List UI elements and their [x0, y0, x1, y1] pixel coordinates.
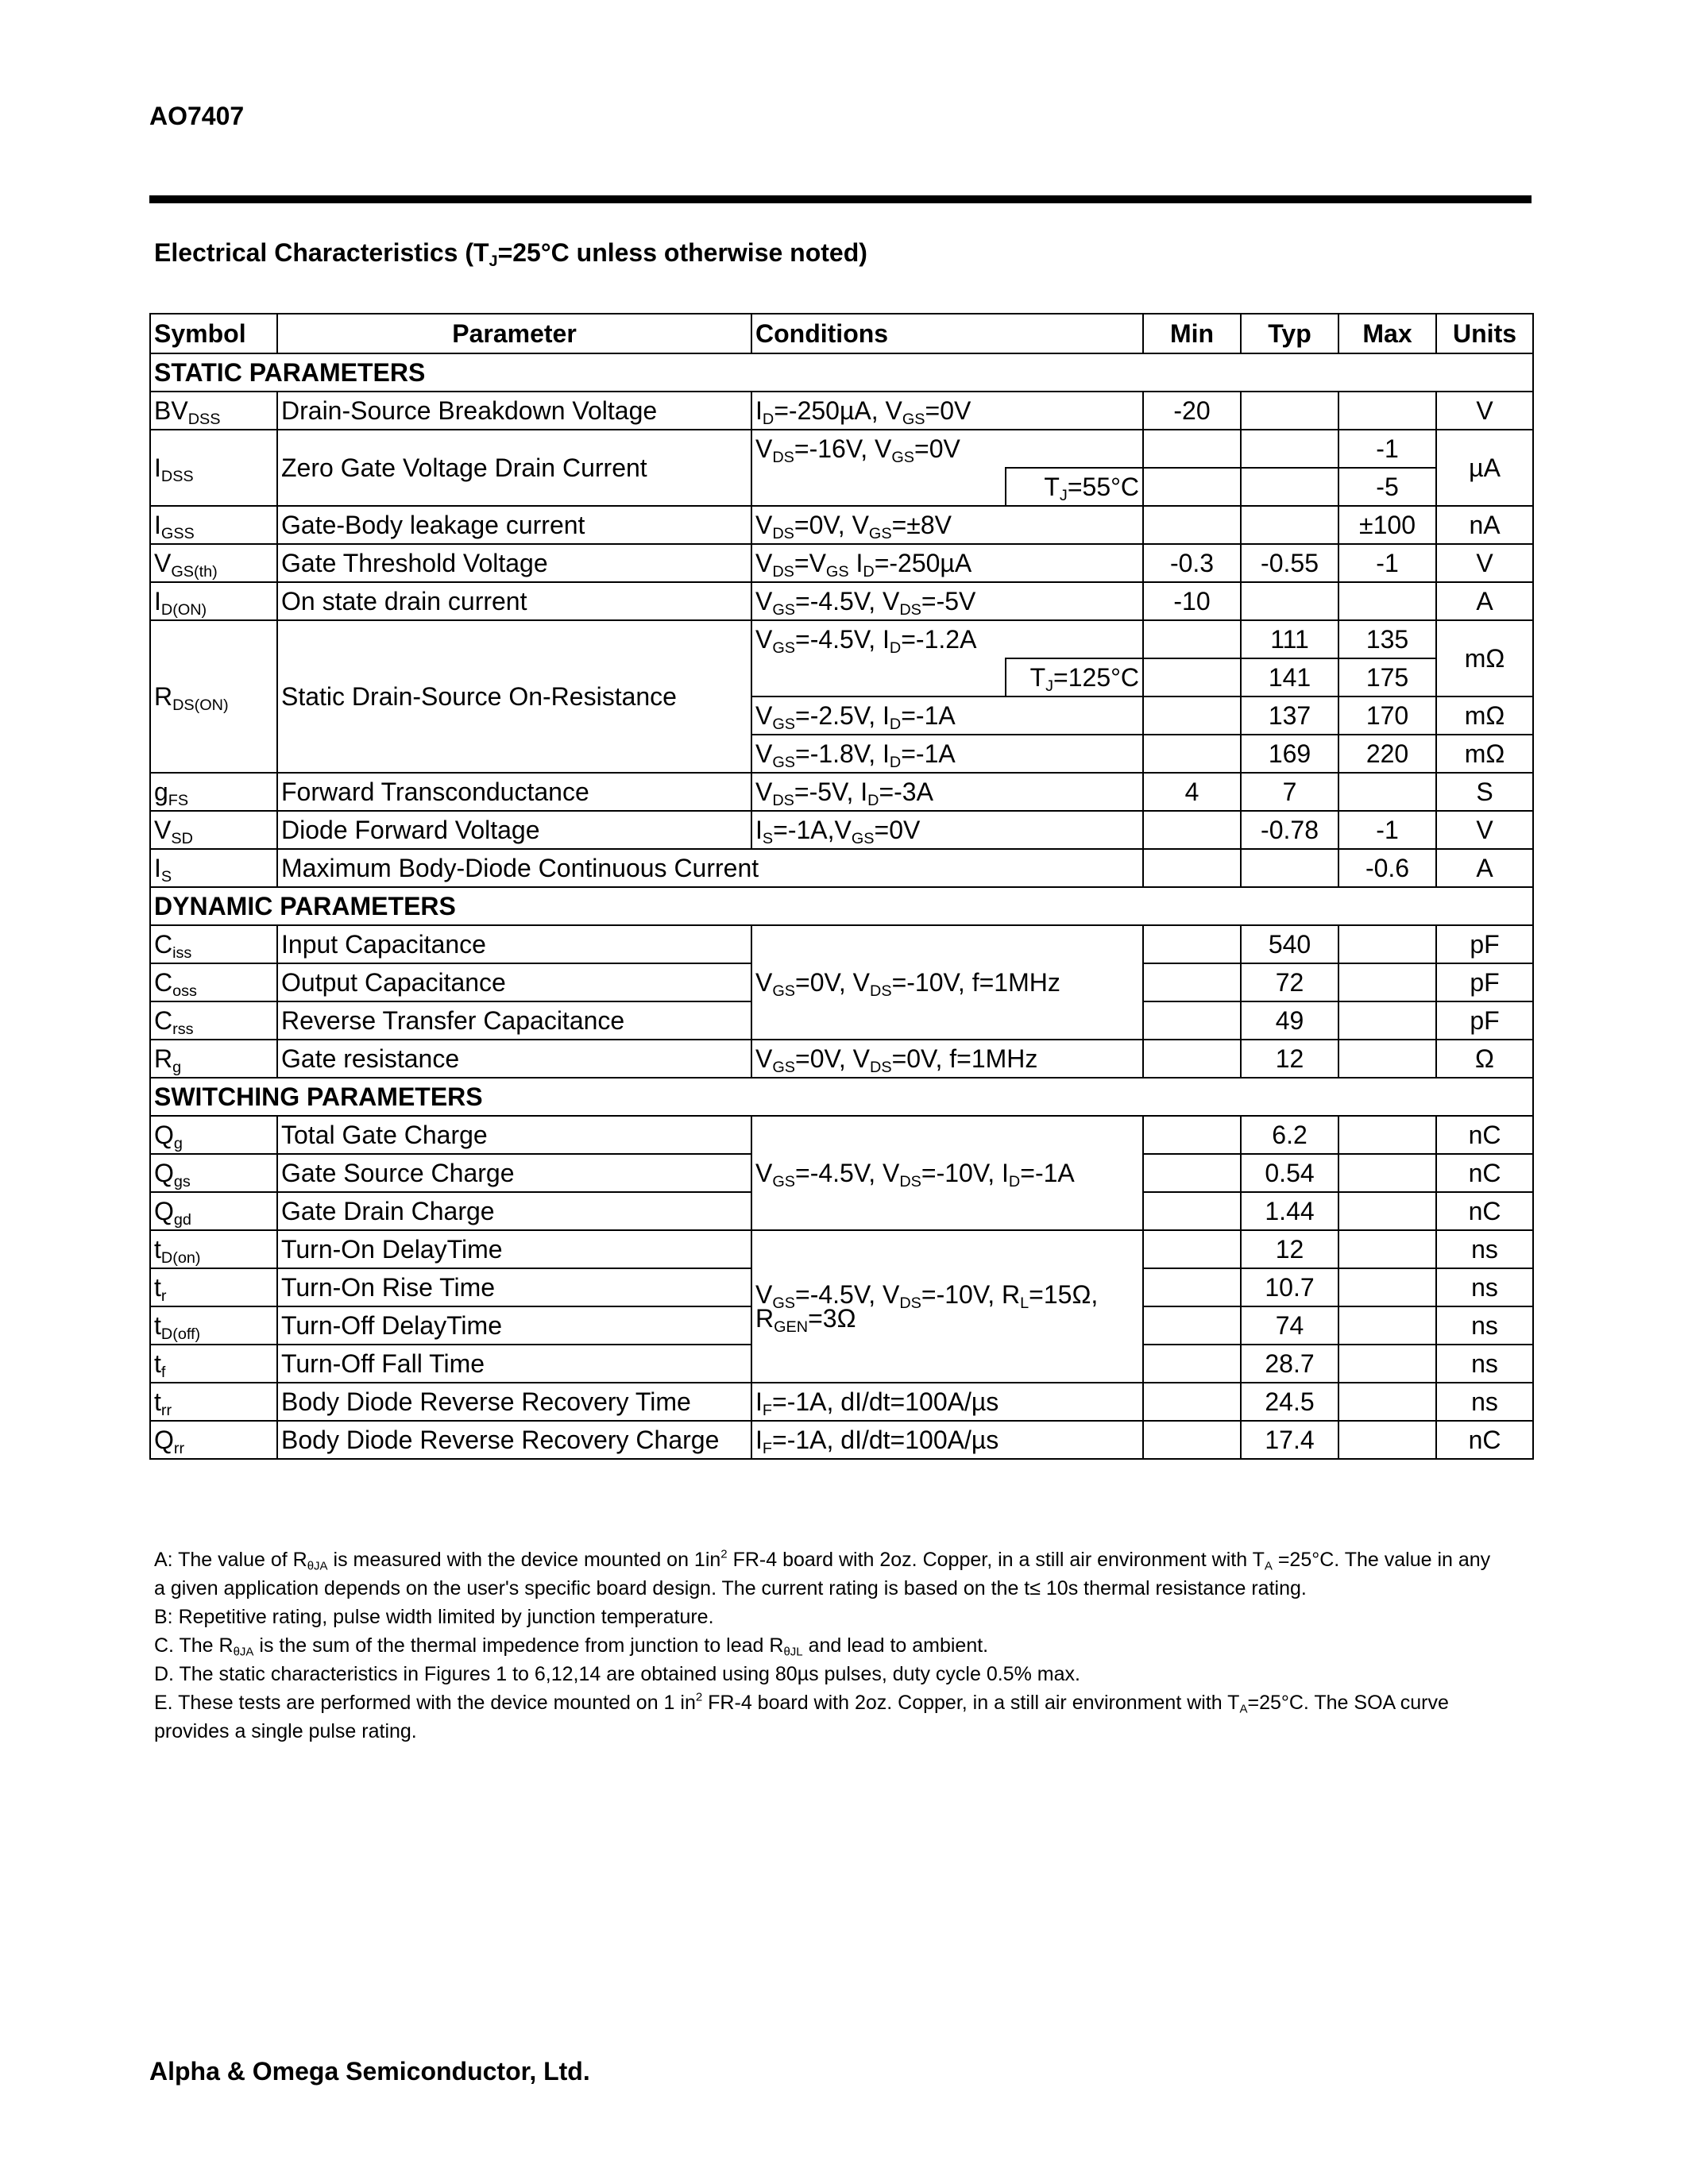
condition-tj-cell: $T_J=125^\circ C$: [1006, 658, 1143, 696]
section-title: Electrical Characteristics ($T_J=25^\circ C$ unless otherwise noted): [154, 238, 867, 270]
conditions-cell: $V_{GS}=-4.5V$, $V_{DS}=-5V$: [751, 582, 1143, 620]
electrical-characteristics-table: [149, 313, 1534, 1460]
parameter-cell: Gate-Body leakage current: [277, 506, 751, 544]
condition-tj-cell: $T_J=55^\circ C$: [1006, 468, 1143, 506]
note-c: C. The $R_{\theta JA}$ is the sum of the thermal impedence from junction to lead $R_{\theta JL}$ and lead to ambient.: [154, 1634, 989, 1659]
conditions-cell: $V_{GS}=-4.5V$, $V_{DS}=-10V$, $R_L=15\Omega$, $R_{GEN}=3\Omega$: [751, 1230, 1143, 1383]
typ-cell: 111: [1241, 620, 1338, 658]
units-cell: Ω: [1436, 1040, 1533, 1078]
min-cell: 4: [1143, 773, 1241, 811]
typ-cell: -0.55: [1241, 544, 1338, 582]
symbol-cell: $Q_{rr}$: [150, 1421, 277, 1459]
symbol-cell: $V_{SD}$: [150, 811, 277, 849]
max-cell: -0.6: [1338, 849, 1436, 887]
conditions-cell: $V_{GS}=-4.5V$, $V_{DS}=-10V$, $I_D=-1A$: [751, 1116, 1143, 1230]
units-cell: ns: [1436, 1345, 1533, 1383]
units-cell: pF: [1436, 925, 1533, 963]
symbol-cell: $BV_{DSS}$: [150, 392, 277, 430]
parameter-cell: Zero Gate Voltage Drain Current: [277, 430, 751, 506]
symbol-cell: $Q_{gd}$: [150, 1192, 277, 1230]
header-conditions: Conditions: [751, 314, 1143, 353]
table-row: [150, 430, 1533, 468]
symbol-cell: $t_{D(on)}$: [150, 1230, 277, 1268]
header-rule: [149, 195, 1532, 203]
header-units: Units: [1436, 314, 1533, 353]
header-min: Min: [1143, 314, 1241, 353]
max-cell: -5: [1338, 468, 1436, 506]
min-cell: -20: [1143, 392, 1241, 430]
conditions-cell: $V_{DS}=-16V$, $V_{GS}=0V$: [751, 430, 1143, 468]
note-a: A: The value of $R_{\theta JA}$ is measured with the device mounted on $1in^2$ FR-4 board with 2oz. Copper, in a still air environment with $T_A =25^\circ C$. The value in any a given application depends on the user's specific board design. The current rating is based on the t≤ 10s thermal resistance rating.: [154, 1547, 1491, 1599]
parameter-cell: Gate Threshold Voltage: [277, 544, 751, 582]
max-cell: 135: [1338, 620, 1436, 658]
typ-cell: 24.5: [1241, 1383, 1338, 1421]
conditions-cell: $V_{GS}=-2.5V$, $I_D=-1A$: [751, 696, 1143, 735]
units-cell: mΩ: [1436, 620, 1533, 696]
typ-cell: 72: [1241, 963, 1338, 1001]
conditions-cell: $V_{DS}=-5V$, $I_D=-3A$: [751, 773, 1143, 811]
symbol-cell: $t_{D(off)}$: [150, 1306, 277, 1345]
parameter-cell: Drain-Source Breakdown Voltage: [277, 392, 751, 430]
symbol-cell: $t_{rr}$: [150, 1383, 277, 1421]
parameter-cell: Total Gate Charge: [277, 1116, 751, 1154]
symbol-cell: $I_{GSS}$: [150, 506, 277, 544]
typ-cell: 540: [1241, 925, 1338, 963]
parameter-cell: Turn-Off Fall Time: [277, 1345, 751, 1383]
parameter-cell: Forward Transconductance: [277, 773, 751, 811]
footnotes: [154, 1545, 1505, 1746]
symbol-cell: $V_{GS(th)}$: [150, 544, 277, 582]
typ-cell: 28.7: [1241, 1345, 1338, 1383]
header-typ: Typ: [1241, 314, 1338, 353]
symbol-cell: $I_S$: [150, 849, 277, 887]
units-cell: nC: [1436, 1116, 1533, 1154]
typ-cell: -0.78: [1241, 811, 1338, 849]
units-cell: A: [1436, 582, 1533, 620]
header-symbol: Symbol: [150, 314, 277, 353]
conditions-cell: $V_{GS}=-1.8V$, $I_D=-1A$: [751, 735, 1143, 773]
table-row: [150, 1116, 1533, 1154]
units-cell: mΩ: [1436, 735, 1533, 773]
units-cell: V: [1436, 811, 1533, 849]
dynamic-parameters-heading: DYNAMIC PARAMETERS: [150, 887, 1533, 925]
parameter-cell: Reverse Transfer Capacitance: [277, 1001, 751, 1040]
parameter-cell: Turn-On DelayTime: [277, 1230, 751, 1268]
typ-cell: 12: [1241, 1040, 1338, 1078]
table-header-row: [150, 314, 1533, 353]
min-cell: -0.3: [1143, 544, 1241, 582]
typ-cell: 0.54: [1241, 1154, 1338, 1192]
conditions-cell: $I_S=-1A,V_{GS}=0V$: [751, 811, 1143, 849]
company-footer: Alpha & Omega Semiconductor, Ltd.: [149, 2057, 590, 2086]
table-row: [150, 544, 1533, 582]
units-cell: S: [1436, 773, 1533, 811]
table-row: [150, 811, 1533, 849]
switching-parameters-heading: SWITCHING PARAMETERS: [150, 1078, 1533, 1116]
units-cell: ns: [1436, 1306, 1533, 1345]
typ-cell: 141: [1241, 658, 1338, 696]
table-row: [150, 849, 1533, 887]
symbol-cell: $I_{DSS}$: [150, 430, 277, 506]
symbol-cell: $t_r$: [150, 1268, 277, 1306]
parameter-cell: Maximum Body-Diode Continuous Current: [277, 849, 1143, 887]
parameter-cell: Static Drain-Source On-Resistance: [277, 620, 751, 773]
max-cell: -1: [1338, 544, 1436, 582]
table-row: [150, 506, 1533, 544]
max-cell: -1: [1338, 430, 1436, 468]
units-cell: nC: [1436, 1154, 1533, 1192]
part-number: AO7407: [149, 102, 245, 130]
conditions-cell: $I_F=-1A$, dI/dt=100A/µs: [751, 1383, 1143, 1421]
symbol-cell: $R_{DS(ON)}$: [150, 620, 277, 773]
parameter-cell: Turn-Off DelayTime: [277, 1306, 751, 1345]
max-cell: ±100: [1338, 506, 1436, 544]
typ-cell: 1.44: [1241, 1192, 1338, 1230]
symbol-cell: $t_f$: [150, 1345, 277, 1383]
parameter-cell: Body Diode Reverse Recovery Time: [277, 1383, 751, 1421]
units-cell: pF: [1436, 1001, 1533, 1040]
parameter-cell: Turn-On Rise Time: [277, 1268, 751, 1306]
table-row: [150, 1421, 1533, 1459]
conditions-cell: $I_F=-1A$, dI/dt=100A/µs: [751, 1421, 1143, 1459]
table-row: [150, 620, 1533, 658]
conditions-cell: $V_{GS}=0V$, $V_{DS}=0V$, f=1MHz: [751, 1040, 1143, 1078]
units-cell: ns: [1436, 1230, 1533, 1268]
units-cell: V: [1436, 392, 1533, 430]
symbol-cell: $Q_g$: [150, 1116, 277, 1154]
units-cell: nC: [1436, 1192, 1533, 1230]
max-cell: 175: [1338, 658, 1436, 696]
max-cell: -1: [1338, 811, 1436, 849]
units-cell: ns: [1436, 1383, 1533, 1421]
units-cell: A: [1436, 849, 1533, 887]
max-cell: 220: [1338, 735, 1436, 773]
parameter-cell: Body Diode Reverse Recovery Charge: [277, 1421, 751, 1459]
units-cell: nA: [1436, 506, 1533, 544]
typ-cell: 12: [1241, 1230, 1338, 1268]
symbol-cell: $I_{D(ON)}$: [150, 582, 277, 620]
typ-cell: 6.2: [1241, 1116, 1338, 1154]
conditions-cell: $V_{GS}=0V$, $V_{DS}=-10V$, f=1MHz: [751, 925, 1143, 1040]
typ-cell: 169: [1241, 735, 1338, 773]
table-row: [150, 1383, 1533, 1421]
parameter-cell: Diode Forward Voltage: [277, 811, 751, 849]
max-cell: 170: [1338, 696, 1436, 735]
typ-cell: 49: [1241, 1001, 1338, 1040]
conditions-cell: $V_{GS}=-4.5V$, $I_D=-1.2A$: [751, 620, 1143, 658]
note-b: B: Repetitive rating, pulse width limited by junction temperature.: [154, 1606, 714, 1628]
static-parameters-heading: STATIC PARAMETERS: [150, 353, 1533, 392]
units-cell: µA: [1436, 430, 1533, 506]
conditions-cell: $V_{DS}=V_{GS}$ $I_D=-250\mu A$: [751, 544, 1143, 582]
typ-cell: 17.4: [1241, 1421, 1338, 1459]
note-d: D. The static characteristics in Figures 1 to 6,12,14 are obtained using 80µs pulses, duty cycle 0.5% max.: [154, 1663, 1080, 1685]
conditions-cell: $I_D=-250\mu A$, $V_{GS}=0V$: [751, 392, 1143, 430]
symbol-cell: $R_g$: [150, 1040, 277, 1078]
parameter-cell: Gate resistance: [277, 1040, 751, 1078]
header-max: Max: [1338, 314, 1436, 353]
parameter-cell: On state drain current: [277, 582, 751, 620]
min-cell: -10: [1143, 582, 1241, 620]
note-e: E. These tests are performed with the device mounted on 1 $in^2$ FR-4 board with 2oz. Copper, in a still air environment with $T_A=25^\circ C$. The SOA curve provides a single pulse rating.: [154, 1690, 1449, 1742]
table-row: [150, 582, 1533, 620]
symbol-cell: $C_{oss}$: [150, 963, 277, 1001]
typ-cell: 74: [1241, 1306, 1338, 1345]
symbol-cell: $Q_{gs}$: [150, 1154, 277, 1192]
typ-cell: 7: [1241, 773, 1338, 811]
table-row: [150, 392, 1533, 430]
symbol-cell: $C_{rss}$: [150, 1001, 277, 1040]
symbol-cell: $g_{FS}$: [150, 773, 277, 811]
table-row: [150, 1040, 1533, 1078]
parameter-cell: Output Capacitance: [277, 963, 751, 1001]
table-row: [150, 925, 1533, 963]
units-cell: pF: [1436, 963, 1533, 1001]
parameter-cell: Gate Drain Charge: [277, 1192, 751, 1230]
table-row: [150, 1230, 1533, 1268]
header-parameter: Parameter: [277, 314, 751, 353]
parameter-cell: Gate Source Charge: [277, 1154, 751, 1192]
units-cell: V: [1436, 544, 1533, 582]
symbol-cell: $C_{iss}$: [150, 925, 277, 963]
units-cell: ns: [1436, 1268, 1533, 1306]
units-cell: mΩ: [1436, 696, 1533, 735]
conditions-cell: $V_{DS}=0V$, $V_{GS}=\pm 8V$: [751, 506, 1143, 544]
typ-cell: 10.7: [1241, 1268, 1338, 1306]
parameter-cell: Input Capacitance: [277, 925, 751, 963]
table-row: [150, 773, 1533, 811]
typ-cell: 137: [1241, 696, 1338, 735]
units-cell: nC: [1436, 1421, 1533, 1459]
